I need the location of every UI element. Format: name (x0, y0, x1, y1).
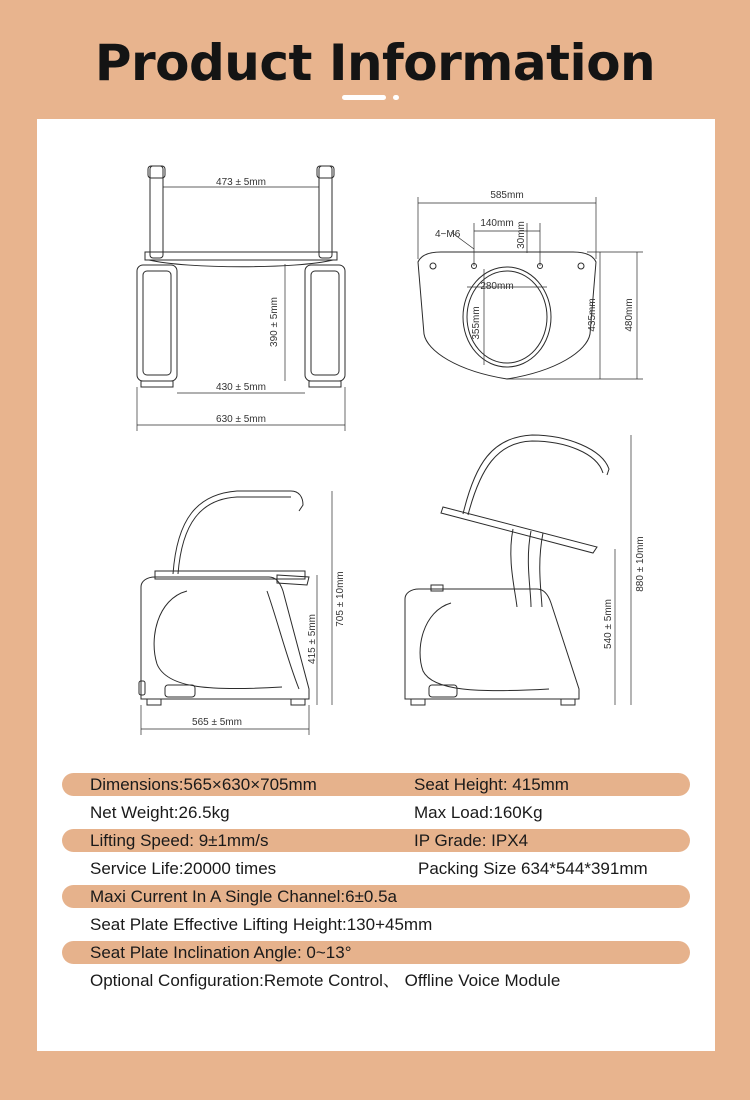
spec-row (62, 941, 690, 964)
front-top-label: 473 ± 5mm (216, 177, 266, 188)
top-depth-inner-label: 435mm (587, 298, 598, 332)
raised-height-label: 880 ± 10mm (635, 536, 646, 592)
top-view-drawing (418, 197, 643, 379)
spec-row (62, 829, 690, 852)
title-underline (342, 95, 386, 100)
front-width-label: 630 ± 5mm (216, 414, 266, 425)
front-inner-label: 430 ± 5mm (216, 382, 266, 393)
technical-drawings (37, 119, 715, 1051)
spec-row (62, 801, 690, 824)
top-screw-label: 4−M6 (435, 229, 461, 240)
side-view-drawing (139, 491, 332, 735)
top-hole-offset-label: 30mm (516, 221, 527, 249)
raised-seat-height-label: 540 ± 5mm (603, 599, 614, 649)
spec-lifting-speed: Lifting Speed: 9±1mm/s (90, 831, 269, 850)
top-opening-width-label: 280mm (480, 281, 514, 292)
spec-row (62, 857, 690, 880)
spec-max-current: Maxi Current In A Single Channel:6±0.5a (90, 887, 398, 906)
top-width-label: 585mm (490, 190, 524, 201)
top-depth-label: 480mm (624, 298, 635, 332)
spec-row (62, 773, 690, 796)
spec-row (62, 969, 690, 992)
front-height-label: 390 ± 5mm (269, 297, 280, 347)
top-hole-spacing-label: 140mm (480, 218, 514, 229)
spec-row (62, 913, 690, 936)
title-underline-dot (393, 95, 399, 100)
spec-inclination-angle: Seat Plate Inclination Angle: 0~13° (90, 943, 352, 962)
spec-dimensions: Dimensions:565×630×705mm (90, 775, 317, 794)
spec-row (62, 885, 690, 908)
page-title: Product Information (94, 34, 656, 92)
product-card (37, 119, 715, 1051)
spec-packing-size: Packing Size 634*544*391mm (418, 859, 648, 878)
side-height-label: 705 ± 10mm (335, 571, 346, 627)
spec-lifting-height: Seat Plate Effective Lifting Height:130+45mm (90, 915, 433, 934)
spec-seat-height: Seat Height: 415mm (414, 775, 569, 794)
raised-view-drawing (405, 435, 631, 705)
top-opening-depth-label: 355mm (471, 306, 482, 340)
spec-service-life: Service Life:20000 times (90, 859, 277, 878)
side-depth-label: 565 ± 5mm (192, 717, 242, 728)
spec-ip-grade: IP Grade: IPX4 (414, 831, 529, 850)
spec-optional-config: Optional Configuration:Remote Control、 Offline Voice Module (90, 971, 561, 990)
side-seat-height-label: 415 ± 5mm (307, 614, 318, 664)
spec-net-weight: Net Weight:26.5kg (90, 803, 230, 822)
spec-max-load: Max Load:160Kg (414, 803, 543, 822)
